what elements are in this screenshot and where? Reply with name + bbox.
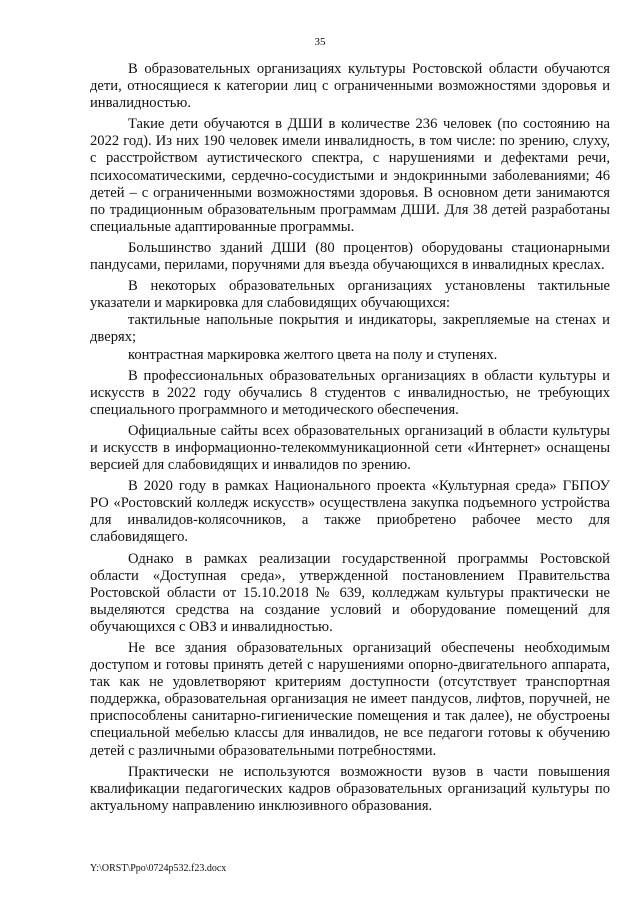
paragraph: Не все здания образовательных организаций обеспечены необходимым доступом и готовы принять детей с нарушениями опорно-двигательного аппарата, так как не удовлетворяют критериям доступности (отсутствует транспортная поддержка, образовательная организация не имеет пандусов, лифтов, поручней, не приспособлены санитарно-гигиенические помещения и так далее), не обустроены специальной мебелью классы для инвалидов, не все педагоги готовы к обучению детей с различными образовательными потребностями. [90, 640, 610, 759]
paragraph: В образовательных организациях культуры Ростовской области обучаются дети, относящиеся к категории лиц с ограниченными возможностями здоровья и инвалидностью. [90, 61, 610, 112]
paragraph: В профессиональных образовательных организациях в области культуры и искусств в 2022 году обучались 8 студентов с инвалидностью, не требующих специального программного и методического обеспечения. [90, 367, 610, 418]
footer-file-path: Y:\ORST\Ppo\0724p532.f23.docx [90, 863, 227, 874]
paragraph: В некоторых образовательных организациях установлены тактильные указатели и маркировка для слабовидящих обучающихся: [90, 278, 610, 312]
list-item: тактильные напольные покрытия и индикаторы, закрепляемые на стенах и дверях; [90, 312, 610, 346]
paragraph: Однако в рамках реализации государственной программы Ростовской области «Доступная среда», утвержденной постановлением Правительства Ростовской области от 15.10.2018 № 639, колледжам культуры практически не выделяются средства на создание условий и оборудование помещений для обучающихся с ОВЗ и инвалидностью. [90, 550, 610, 635]
document-body [90, 61, 610, 819]
paragraph: Такие дети обучаются в ДШИ в количестве 236 человек (по состоянию на 2022 год). Из них 190 человек имели инвалидность, в том числе: по зрению, слуху, с расстройством аутистического спектра, с нарушениями и дефектами речи, психосоматическими, сердечно-сосудистыми и эндокринными заболеваниями; 46 детей – с ограниченными возможностями здоровья. В основном дети занимаются по традиционным образовательным программам ДШИ. Для 38 детей разработаны специальные адаптированные программы. [90, 116, 610, 235]
list-item: контрастная маркировка желтого цвета на полу и ступенях. [128, 346, 498, 363]
paragraph: Практически не используются возможности вузов в части повышения квалификации педагогических кадров образовательных организаций культуры по актуальному направлению инклюзивного образования. [90, 763, 610, 814]
page-number: 35 [314, 36, 326, 48]
paragraph: Большинство зданий ДШИ (80 процентов) оборудованы стационарными пандусами, перилами, поручнями для въезда обучающихся в инвалидных креслах. [90, 239, 610, 274]
paragraph: Официальные сайты всех образовательных организаций в области культуры и искусств в информационно-телекоммуникационной сети «Интернет» оснащены версией для слабовидящих и инвалидов по зрению. [90, 422, 610, 474]
paragraph: В 2020 году в рамках Национального проекта «Культурная среда» ГБПОУ РО «Ростовский колледж искусств» осуществлена закупка подъемного устройства для инвалидов-колясочников, а также приобретено рабочее место для слабовидящего. [90, 478, 610, 546]
